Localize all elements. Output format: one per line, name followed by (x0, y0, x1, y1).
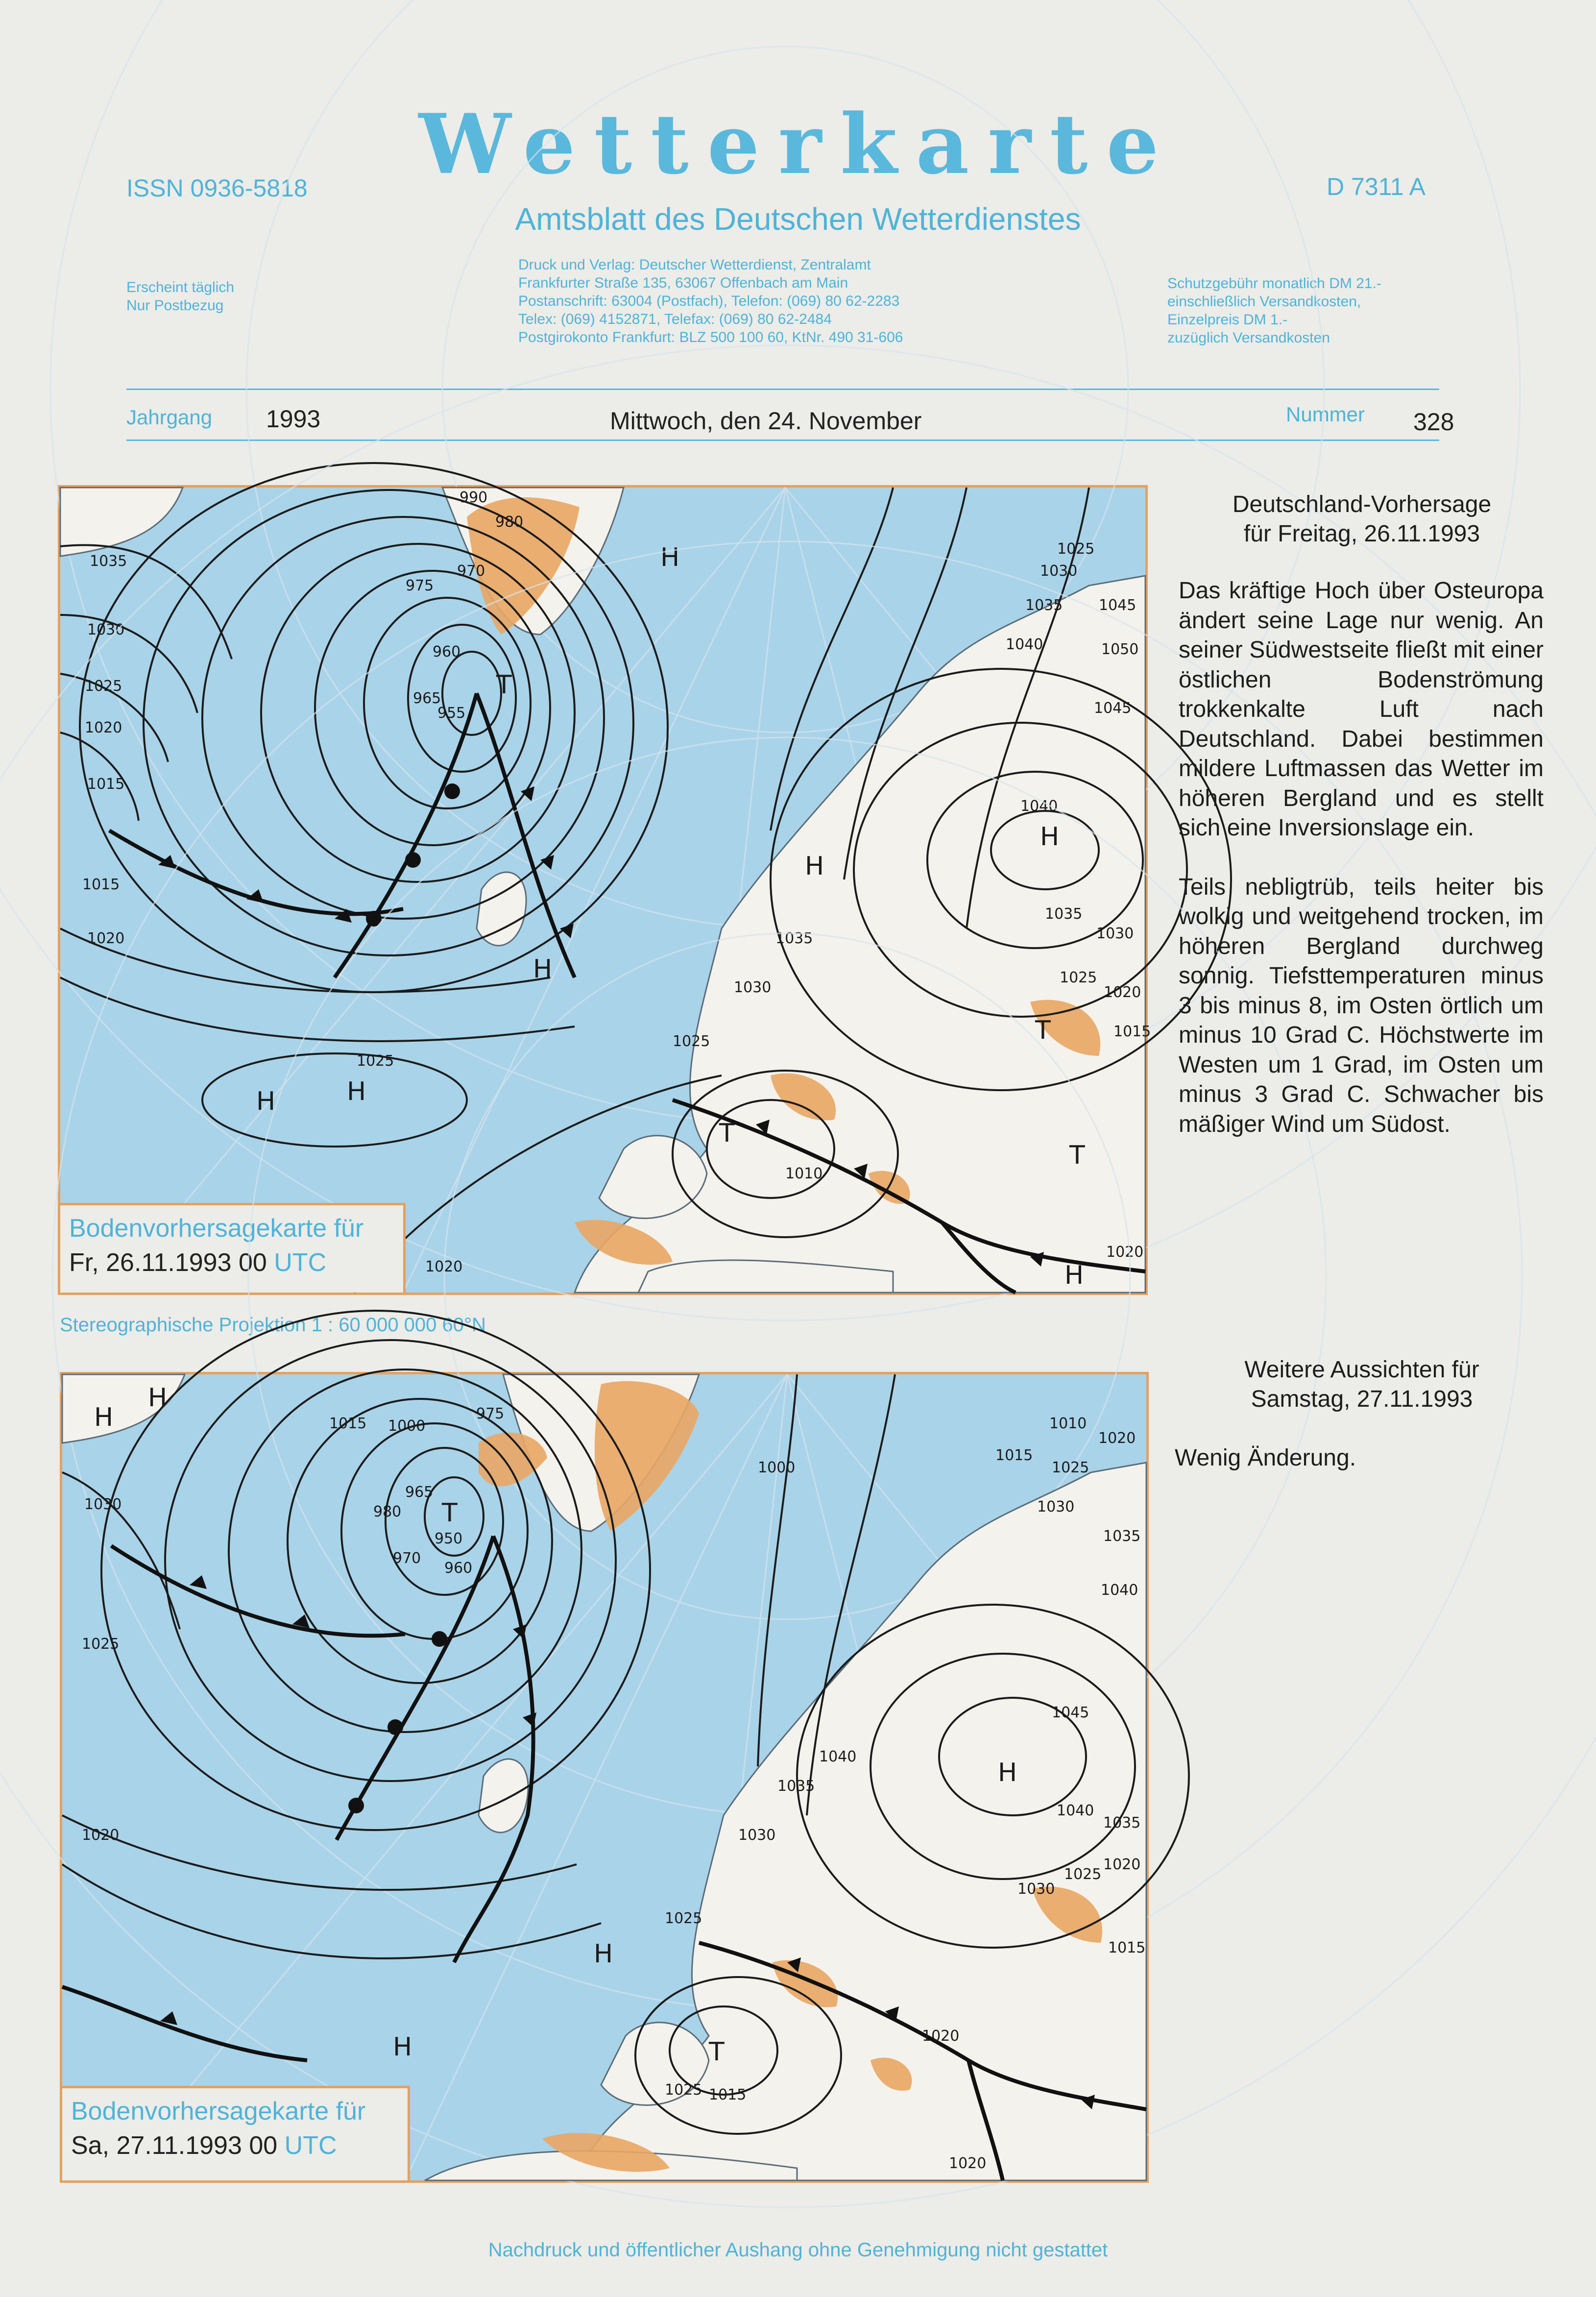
isobar-label: 1015 (329, 1415, 367, 1432)
isobar-label: 975 (406, 577, 434, 594)
pressure-center: H (148, 1383, 168, 1413)
isobar-label: 1040 (1006, 636, 1043, 653)
pressure-center: T (1035, 1016, 1051, 1045)
forecast-heading: Deutschland-Vorhersage für Freitag, 26.11.1993 (1232, 491, 1492, 547)
pressure-center: H (1064, 1261, 1084, 1290)
isobar-label: 990 (459, 489, 488, 506)
pressure-center: H (594, 1939, 613, 1969)
jahrgang-value: 1993 (266, 405, 321, 433)
isobar-label: 980 (373, 1503, 402, 1520)
isobar-label: 1035 (90, 553, 127, 570)
publisher-address: Druck und Verlag: Deutscher Wetterdienst, Zentralamt Frankfurter Straße 135, 63067 Offenbach am Main Postanschrift: 63004 (Postfach), Telefon: (069) 80 62-2283 Telex: (069) 4152871, Telefax: (069) 80 62-2484 Postgirokonto Frankfurt: BLZ 500 100 60, KtNr. 490 31-606 (518, 257, 903, 345)
isobar-label: 1020 (87, 930, 125, 947)
isobar-label: 1045 (1052, 1704, 1089, 1721)
forecast-map-saturday (60, 1372, 1149, 2183)
publication-info: Erscheint täglich Nur Postbezug (126, 279, 235, 314)
pressure-center: H (256, 1087, 276, 1116)
isobar-label: 1030 (1037, 1498, 1075, 1515)
isobar-label: 960 (433, 643, 461, 660)
isobar-label: 1015 (82, 876, 120, 893)
pressure-center: H (998, 1758, 1017, 1787)
isobar-label: 1030 (1040, 562, 1078, 580)
isobar-label: 1040 (1101, 1582, 1138, 1599)
isobar-label: 965 (405, 1484, 434, 1501)
pressure-center: H (805, 852, 824, 881)
isobar-label: 1020 (1098, 1430, 1136, 1447)
isobar-label: 1020 (1104, 984, 1141, 1001)
isobar-label: 1025 (82, 1636, 120, 1653)
isobar-label: 1020 (82, 1827, 120, 1844)
isobar-label: 1040 (819, 1748, 857, 1765)
isobar-label: 1030 (87, 621, 125, 638)
outlook-heading: Weitere Aussichten für Samstag, 27.11.1993 (1244, 1357, 1479, 1412)
isobar-label: 1025 (1057, 540, 1095, 558)
isobar-label: 970 (393, 1550, 421, 1567)
isobar-label: 1030 (1096, 925, 1134, 942)
weather-map-graphic (60, 488, 1151, 1293)
isobar-label: 1015 (995, 1447, 1033, 1464)
outlook-text: Wenig Änderung. (1175, 1445, 1356, 1471)
isobar-label: 1015 (1108, 1939, 1146, 1956)
isobar-label: 1035 (775, 930, 813, 947)
isobar-label: 965 (413, 690, 441, 707)
isobar-label: 1000 (758, 1459, 796, 1476)
forecast-text: Das kräftige Hoch über Osteuropa ändert seine Lage nur wenig. An seiner Südwestseite fließt mit einer östlichen Bodenströmung trokkenkalte Luft nach Deutschland. Dabei bestimmen mildere Luftmassen das Wetter im höheren Bergland und es stellt sich eine Inversionslage ein. Teils nebligtrüb, teils heiter bis wolkig und weitgehend trocken, im höheren Bergland durchweg sonnig. Tiefsttemperaturen minus 3 bis minus 8, im Osten örtlich um minus 10 Grad C. Höchstwerte im Westen um 1 Grad, im Osten um minus 3 Grad C. Schwacher bis mäßiger Wind um Südost. (1179, 578, 1544, 1137)
isobar-label: 1025 (673, 1033, 710, 1050)
price-info: Schutzgebühr monatlich DM 21.- einschließlich Versandkosten, Einzelpreis DM 1.- zuzüglich Versandkosten (1167, 275, 1381, 346)
isobar-label: 1030 (84, 1496, 122, 1513)
isobar-label: 960 (444, 1560, 473, 1577)
pressure-center: H (347, 1077, 366, 1106)
masthead-subtitle: Amtsblatt des Deutschen Wetterdienstes (515, 201, 1081, 237)
isobar-label: 1040 (1020, 798, 1058, 815)
issue-date: Mittwoch, den 24. November (610, 407, 922, 435)
isobar-label: 1025 (1052, 1459, 1089, 1476)
nummer-label: Nummer (1286, 403, 1365, 426)
isobar-label: 1035 (777, 1778, 815, 1795)
postal-number: D 7311 A (1327, 173, 1426, 200)
pressure-center: T (1069, 1141, 1085, 1170)
footer-notice: Nachdruck und öffentlicher Aushang ohne Genehmigung nicht gestattet (488, 2239, 1108, 2261)
isobar-label: 1030 (738, 1827, 776, 1844)
divider (126, 389, 1439, 390)
pressure-center: H (1040, 822, 1060, 852)
isobar-label: 1050 (1101, 641, 1139, 658)
isobar-label: 1020 (425, 1258, 463, 1275)
isobar-label: 1025 (665, 1910, 702, 1927)
isobar-label: 980 (495, 513, 524, 531)
map-caption: Bodenvorhersagekarte für Fr, 26.11.1993 00 UTC (60, 1203, 406, 1293)
isobar-label: 1045 (1094, 700, 1132, 717)
isobar-label: 1020 (949, 2155, 987, 2172)
pressure-center: T (442, 1498, 458, 1528)
projection-note: Stereographische Projektion 1 : 60 000 000 60°N (60, 1314, 486, 1336)
isobar-label: 1010 (785, 1165, 823, 1182)
pressure-center: H (94, 1403, 114, 1432)
isobar-label: 1030 (1017, 1881, 1055, 1898)
pressure-center: H (660, 543, 680, 572)
isobar-label: 1000 (388, 1417, 426, 1435)
isobar-label: 1040 (1057, 1802, 1094, 1819)
isobar-label: 1030 (734, 979, 772, 996)
isobar-label: 1020 (85, 719, 122, 736)
isobar-label: 1025 (85, 678, 122, 695)
pressure-center: T (496, 670, 512, 700)
weather-map-graphic (62, 1374, 1146, 2180)
isobar-label: 1025 (1060, 969, 1097, 986)
isobar-label: 1045 (1099, 597, 1137, 614)
isobar-label: 1035 (1103, 1814, 1141, 1832)
pressure-center: T (709, 2037, 725, 2067)
divider (126, 440, 1439, 441)
isobar-label: 1015 (87, 776, 125, 793)
isobar-label: 1010 (1049, 1415, 1087, 1432)
isobar-label: 970 (457, 562, 485, 580)
isobar-label: 1020 (922, 2028, 960, 2045)
forecast-map-friday (58, 485, 1151, 1295)
isobar-label: 950 (435, 1530, 463, 1547)
isobar-label: 1015 (1113, 1023, 1151, 1040)
pressure-center: T (719, 1119, 735, 1148)
isobar-label: 1020 (1106, 1244, 1144, 1261)
isobar-label: 955 (437, 705, 466, 722)
isobar-label: 1025 (1064, 1866, 1102, 1883)
isobar-label: 1035 (1045, 905, 1083, 923)
isobar-label: 1035 (1103, 1528, 1141, 1545)
isobar-label: 1025 (357, 1052, 394, 1070)
pressure-center: H (393, 2032, 412, 2062)
pressure-center: H (533, 954, 553, 984)
isobar-label: 1020 (1103, 1856, 1141, 1873)
issn: ISSN 0936-5818 (126, 174, 308, 202)
isobar-label: 975 (476, 1405, 505, 1422)
isobar-label: 1025 (665, 2081, 702, 2099)
masthead-title: Wetterkarte (418, 96, 1178, 193)
nummer-value: 328 (1413, 408, 1454, 436)
map-caption: Bodenvorhersagekarte für Sa, 27.11.1993 00 UTC (62, 2086, 410, 2180)
isobar-label: 1035 (1025, 597, 1063, 614)
jahrgang-label: Jahrgang (126, 406, 213, 429)
isobar-label: 1015 (709, 2086, 747, 2103)
